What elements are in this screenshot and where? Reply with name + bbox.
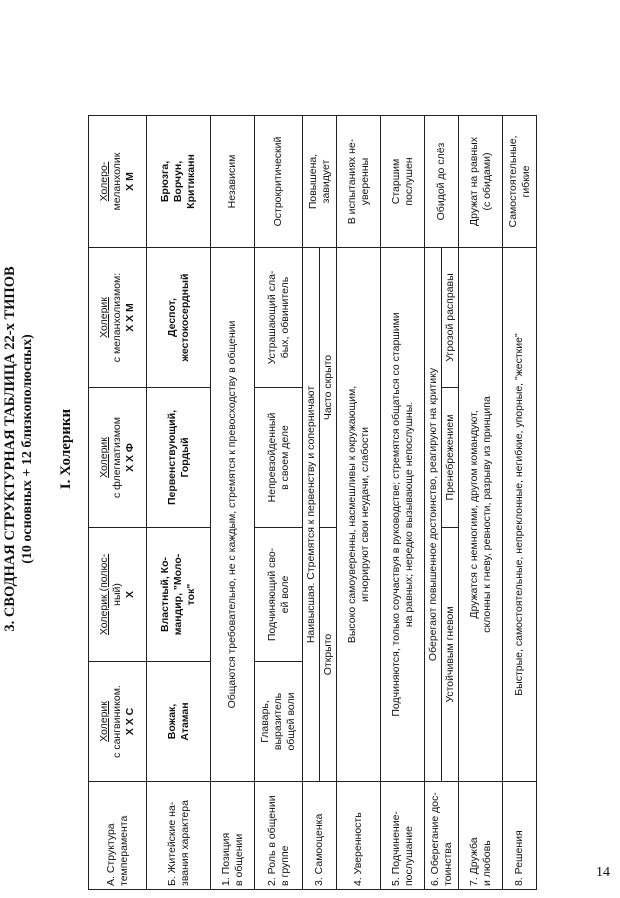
row-text-last: В испытаниях не- уверенны — [337, 116, 381, 248]
temperament-cell: Холерик с сангвиником. Х Х С — [89, 662, 147, 782]
row-text-last: Старшим послушен — [381, 116, 425, 248]
row-text: Быстрые, самостоятельные, непреклонные, негибкие, упорные, "жесткие" — [503, 248, 537, 782]
row-friendship — [459, 116, 503, 890]
row-text: Открыто — [320, 528, 337, 782]
row-text-last: Обидой до слёз — [425, 116, 459, 248]
character-cell: Властный, Ко- мандир, "Моло- ток" — [147, 528, 211, 662]
row-position — [211, 116, 255, 890]
row-obedience — [381, 116, 425, 890]
row-label: 4. Уверенность — [337, 782, 381, 890]
row-text: Оберегают повышенное достоинство, реагируют на критику — [425, 248, 442, 782]
role-cell: Острокритический — [255, 116, 303, 248]
row-text: Устойчивым гневом — [442, 528, 459, 782]
row-text: Пренебрежением — [442, 388, 459, 528]
page-number: 14 — [596, 865, 610, 880]
row-text: Дружатся с немногими, другом командуют, склонны к гневу, ревности, разрыву из принципа — [459, 248, 503, 782]
character-cell: Брюзга, Ворчун, Критиканн — [147, 116, 211, 248]
role-cell: Устрашающий сла- бых, обвинитель — [255, 248, 303, 388]
row-text-last: Независим — [211, 116, 255, 248]
row-text: Подчиняются, только соучаствуя в руководстве; стремятся общаться со старшими на равных; нередко вызывающе непослушны. — [381, 248, 425, 782]
row-self-esteem — [303, 116, 320, 890]
row-text-last: Повышена, завидует — [303, 116, 337, 248]
page-subtitle: (10 основных + 12 близкополюсных) — [20, 334, 35, 564]
row-character-names — [147, 116, 211, 890]
temperament-cell: Холеро- меланхолик Х М — [89, 116, 147, 248]
temperament-cell: Холерик (полюс- ный) Х — [89, 528, 147, 662]
character-cell: Вожак, Атаман — [147, 662, 211, 782]
types-table — [88, 115, 537, 890]
row-text: Наивысшая. Стремятся к первенству и соперничают — [303, 248, 320, 782]
row-text-last: Самостоятельные, гибкие — [503, 116, 537, 248]
row-text: Часто скрыто — [320, 248, 337, 528]
temperament-cell: Холерик с меланхолизмом: Х Х М — [89, 248, 147, 388]
row-label: Б. Житейские на- звания характера — [147, 782, 211, 890]
row-label: 7. Дружба и любовь — [459, 782, 503, 890]
row-temperament — [89, 116, 147, 890]
row-text: Высоко самоуверенны, насмешливы к окружающим, игнорируют свои неудачи, слабости — [337, 248, 381, 782]
role-cell: Непревзойденный в своем деле — [255, 388, 303, 528]
row-label: 3. Самооценка — [303, 782, 337, 890]
page-title: 3. СВОДНАЯ СТРУКТУРНАЯ ТАБЛИЦА 22-х ТИПОВ — [2, 266, 18, 632]
row-label: 1. Позиция в общении — [211, 782, 255, 890]
row-label: А. Структура темперамента — [89, 782, 147, 890]
row-label: 2. Роль в общении в группе — [255, 782, 303, 890]
temperament-cell: Холерик с флегматизмом Х Х Ф — [89, 388, 147, 528]
row-confidence — [337, 116, 381, 890]
section-heading: I. Холерики — [58, 408, 74, 490]
role-cell: Главарь, выразитель общей воли — [255, 662, 303, 782]
role-cell: Подчиняющий сво- ей воле — [255, 528, 303, 662]
row-label: 6. Оберегание дос- тоинства — [425, 782, 459, 890]
row-text: Угрозой расправы — [442, 248, 459, 388]
row-label: 8. Решения — [503, 782, 537, 890]
row-text-last: Дружат на равных (с обидами) — [459, 116, 503, 248]
row-text: Общаются требовательно, не с каждым, стремятся к превосходству в общении — [211, 248, 255, 782]
row-decisions — [503, 116, 537, 890]
character-cell: Деспот, жестокосердный — [147, 248, 211, 388]
row-dignity — [425, 116, 442, 890]
row-group-role — [255, 116, 303, 890]
character-cell: Первенствующий, Гордый — [147, 388, 211, 528]
row-label: 5. Подчинение- послушание — [381, 782, 425, 890]
